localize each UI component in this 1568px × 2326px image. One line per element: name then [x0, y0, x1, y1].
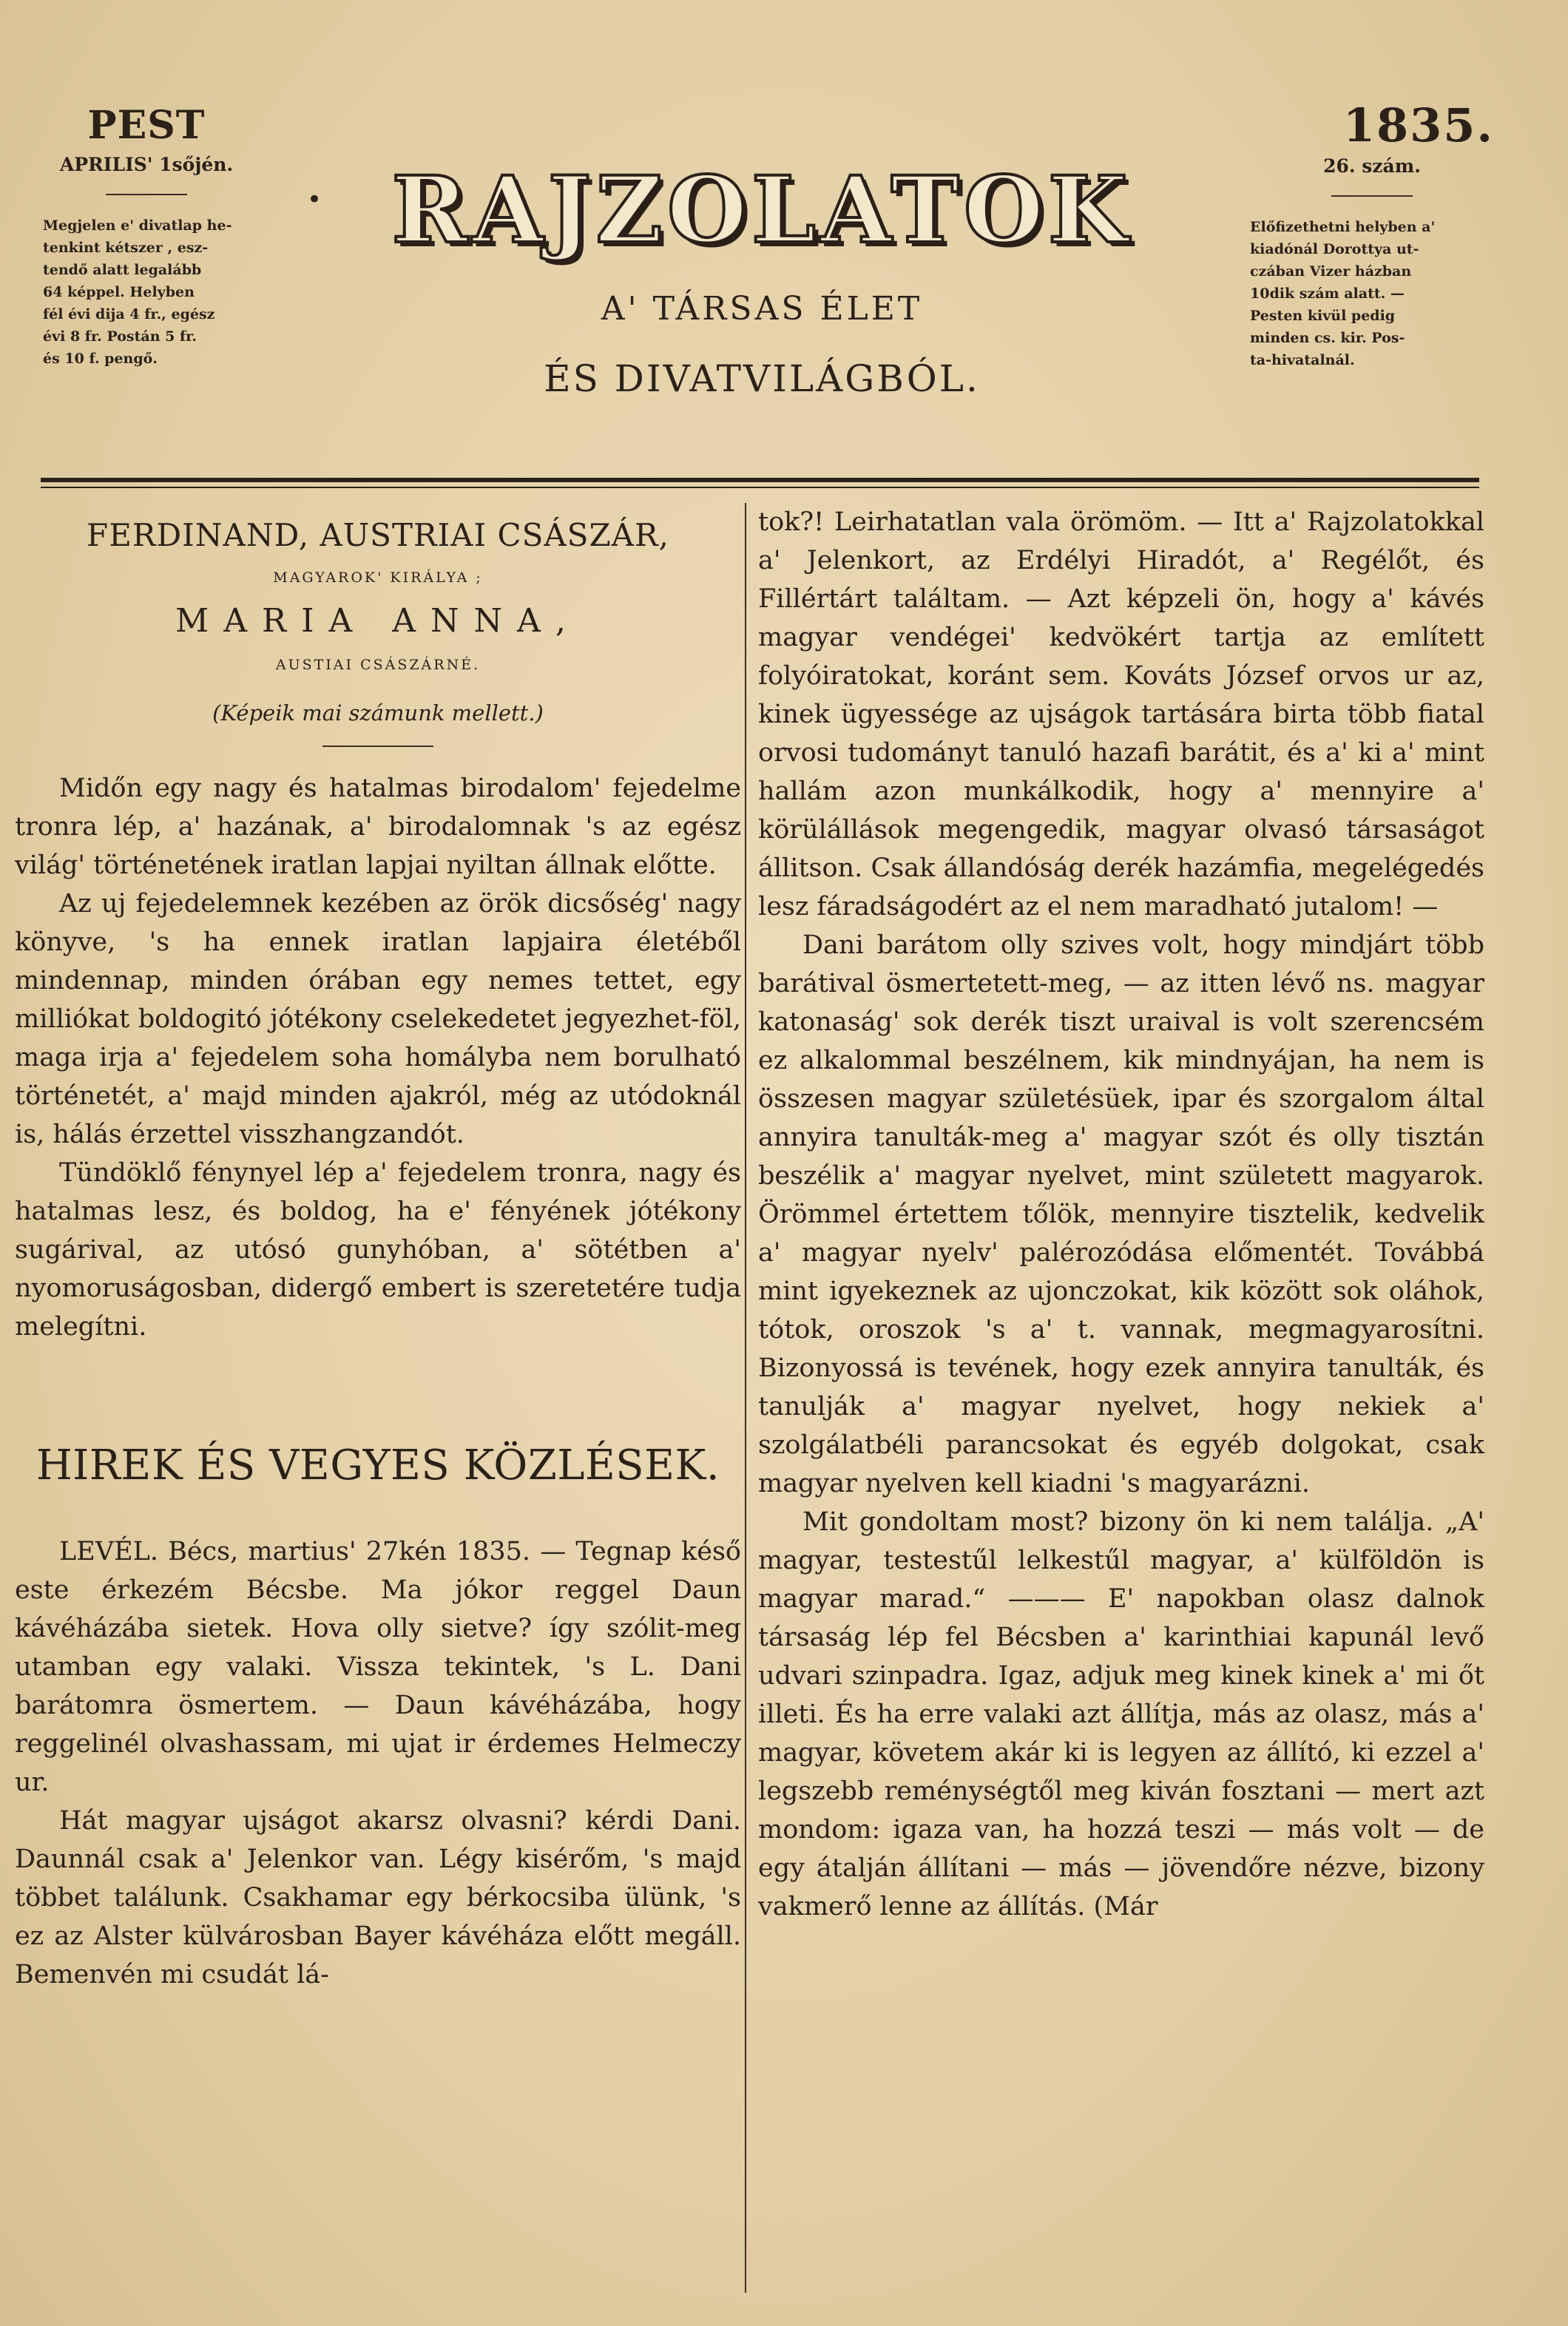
- news-paragraph: tok?! Leirhatatlan vala örömöm. — Itt a' Rajzolatokkal a' Jelenkort, az Erdélyi Hiradót, a' Regélőt, és Fillértárt találtam. — Azt képzeli ön, hogy a' kávés magyar vendégei' kedvökért tartja az említett folyóiratokat, koránt sem. Kováts József orvos ur az, kinek ügyessége az ujságok tartására birta több fiatal orvosi tudományt tanuló hazafi barátit, és a' ki a' mint hallám azon munkálkodik, hogy a' mennyire a' körülállások megengedik, magyar olvasó társaságot állitson. Csak állandóság derék hazámfia, megelégedés lesz fáradságodért az el nem maradható jutalom! —: [758, 507, 1484, 922]
- city-name: PEST: [87, 103, 206, 148]
- subscription-line: fél évi dija 4 fr., egész: [43, 306, 215, 322]
- subtitle-line-1: A' TÁRSAS ÉLET: [601, 290, 923, 328]
- subscription-line: ta-hivatalnál.: [1250, 352, 1355, 368]
- subscription-line: és 10 f. pengő.: [43, 351, 158, 367]
- subscription-line: 64 képpel. Helyben: [43, 284, 195, 300]
- subscription-line: minden cs. kir. Pos-: [1250, 330, 1405, 346]
- news-paragraph: Dani barátom olly szives volt, hogy mindjárt több barátival ösmertetett-meg, — az itten lévő ns. magyar katonaság' sok derék tiszt uraival is volt szerencsém ez alkalommal beszélnem, kik mindnyájan, ha nem is összesen magyar születésüek, ipar és szorgalom által annyira tanulták-meg a' magyar szót és olly tisztán beszélik a' magyar nyelvet, mint született magyarok. Örömmel értettem tőlök, mennyire tisztelik, kedvelik a' magyar nyelv' palérozódása előmentét. Továbbá mint igyekeznek az ujonczokat, kik között sok oláhok, tótok, oroszok 's a' t. vannak, megmagyarosítni. Bizonyossá is tevének, hogy ezek annyira tanulták, és tanulják a' magyar nyelvet, hogy nekiek a' szolgálatbéli parancsokat és egyéb dolgokat, csak magyar nyelven kell kiadni 's magyarázni.: [758, 930, 1484, 1498]
- issue-number: 26. szám.: [1323, 155, 1421, 177]
- article-heading-second: MARIA ANNA,: [175, 602, 581, 640]
- newspaper-title: RAJZOLATOK: [391, 157, 1132, 264]
- subscription-line: évi 8 fr. Postán 5 fr.: [43, 328, 197, 345]
- issue-year: 1835.: [1342, 98, 1494, 152]
- masthead-center: [318, 157, 1206, 402]
- article-heading: FERDINAND, AUSTRIAI CSÁSZÁR,: [87, 517, 669, 553]
- article-rule: [322, 746, 433, 747]
- subscription-info-right: [1250, 216, 1494, 371]
- news-paragraph: LEVÉL. Bécs, martius' 27kén 1835. — Tegnap késő este érkezém Bécsbe. Ma jókor reggel Daun kávéházába sietek. Hova olly sietve? így szólit-meg utamban egy valaki. Vissza tekintek, 's L. Dani barátomra ösmertem. — Daun kávéházába, hogy reggelinél olvashassam, mi ujat ir érdemes Helmeczy ur.: [15, 1537, 741, 1797]
- masthead-rule-thick: [41, 478, 1479, 482]
- subscription-line: tenkint kétszer , esz-: [43, 240, 209, 256]
- news-paragraph: Hát magyar ujságot akarsz olvasni? kérdi Dani. Daunnál csak a' Jelenkor van. Légy kisérőm, 's majd többet találunk. Csakhamar egy bérkocsiba ülünk, 's ez az Alster külvárosban Bayer kávéháza előtt megáll. Bemenvén mi csudát lá-: [15, 1806, 741, 1989]
- article-subheading-second: AUSTIAI CSÁSZÁRNÉ.: [275, 657, 481, 673]
- article-paragraph: Az uj fejedelemnek kezében az örök dicsőség' nagy könyve, 's ha ennek iratlan lapjaira életéből mindennap, minden órában egy nemes tettet, egy milliókat boldogitó jótékony cselekedetet jegyezhet-föl, maga irja a' fejedelem soha homályba nem borulható történetét, a' majd minden ajakról, még az utódoknál is, hálás érzettel visszhangzandót.: [15, 889, 741, 1149]
- article-paragraph: Midőn egy nagy és hatalmas birodalom' fejedelme tronra lép, a' hazának, a' birodalomnak 's az egész világ' történetének iratlan lapjai nyiltan állnak előtte.: [15, 774, 741, 880]
- masthead-rule-thin: [41, 487, 1479, 488]
- short-rule-right: [1331, 195, 1413, 197]
- article-note: (Képeik mai számunk mellett.): [212, 700, 544, 726]
- masthead-left: [43, 104, 250, 370]
- issue-date: APRILIS' 1sőjén.: [59, 154, 234, 175]
- news-paragraph: Mit gondoltam most? bizony ön ki nem találja. „A' magyar, testestűl lelkestűl magyar, a' külföldön is magyar marad.“ ——— E' napokban olasz dalnok társaság lép fel Bécsben a' karinthiai kapunál levő udvari szinpadra. Igaz, adjuk meg kinek kinek a' mi őt illeti. És ha erre valaki azt állítja, más az olasz, más a' magyar, követem akár ki is legyen az állító, ki ezzel a' legszebb reménységtől meg kiván fosztani — mert azt mondom: igaza van, ha hozzá teszi — más volt — de egy átalján állítani — más — jövendőre nézve, bizony vakmerő lenne az állítás. (Már: [758, 1507, 1484, 1921]
- ornament-dot: •: [307, 185, 322, 214]
- subscription-line: 10dik szám alatt. —: [1250, 285, 1405, 302]
- short-rule-left: [106, 194, 187, 195]
- subtitle-line-2: ÉS DIVATVILÁGBÓL.: [544, 357, 980, 400]
- subscription-line: Megjelen e' divatlap he-: [43, 217, 232, 234]
- article-subheading: MAGYAROK' KIRÁLYA ;: [273, 569, 483, 586]
- section-heading: HIREK ÉS VEGYES KÖZLÉSEK.: [36, 1441, 720, 1490]
- subscription-line: Pesten kivül pedig: [1250, 308, 1396, 324]
- subscription-line: kiadónál Dorottya ut-: [1250, 241, 1419, 257]
- article-paragraph: Tündöklő fénynyel lép a' fejedelem tronra, nagy és hatalmas lesz, és boldog, ha e' fényének jótékony sugárival, az utósó gunyhóban, a' sötétben a' nyomoruságosban, didergő embert is szeretetére tudja melegítni.: [15, 1158, 741, 1342]
- subscription-line: tendő alatt legalább: [43, 262, 202, 278]
- masthead-right: [1250, 98, 1494, 371]
- left-column: [15, 503, 741, 1994]
- subscription-line: Előfizethetni helyben a': [1250, 219, 1436, 235]
- right-column: [758, 503, 1484, 1926]
- subscription-info-left: [43, 214, 250, 370]
- subscription-line: czában Vizer házban: [1250, 263, 1412, 280]
- column-divider: [745, 503, 746, 2293]
